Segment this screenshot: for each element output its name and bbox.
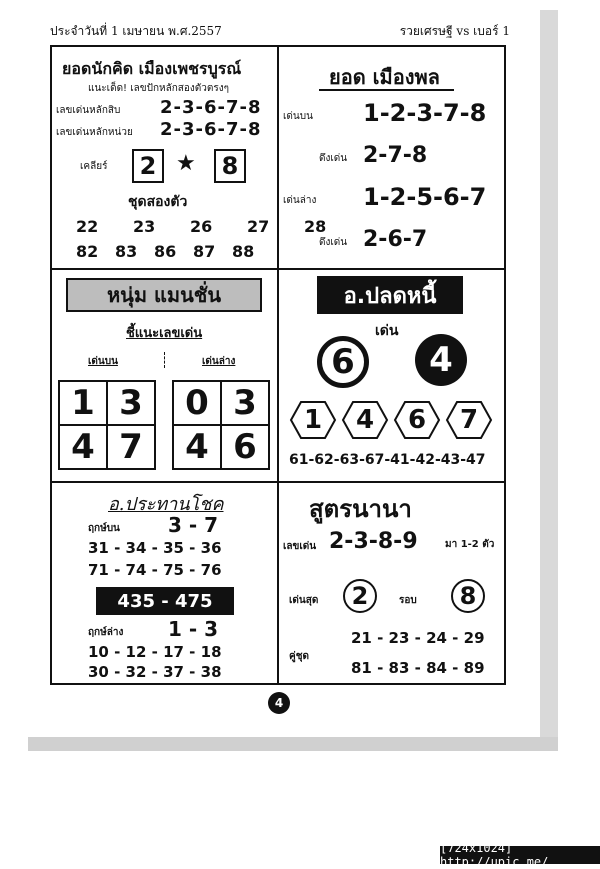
row-suffix: มา 1-2 ตัว — [445, 539, 495, 550]
set-number: 27 — [246, 217, 270, 236]
number-row: 30 - 32 - 37 - 38 — [88, 663, 222, 681]
row-label: คู่ชุด — [289, 651, 309, 662]
row-label: เด่นบน — [283, 111, 313, 122]
row-label: เด่นล่าง — [283, 195, 317, 206]
row-value: 2-3-6-7-8 — [160, 119, 262, 140]
digit-cell: 6 — [220, 424, 270, 470]
panel-sootnana — [279, 483, 504, 683]
hex-number — [289, 400, 337, 440]
row-label: เลขเด่นหลักสิบ — [56, 105, 121, 116]
panel-title: ยอด เมืองพล — [329, 65, 440, 89]
circle-number: 2 — [343, 579, 377, 613]
range-banner — [96, 587, 234, 615]
round-label: รอบ — [399, 595, 417, 606]
hex-value: 1 — [303, 405, 323, 435]
number-row: 71 - 74 - 75 - 76 — [88, 561, 222, 579]
row-value: 2-3-6-7-8 — [160, 97, 262, 118]
set-number: 87 — [192, 242, 216, 261]
image-watermark: [724x1024] http://upic.me/ — [440, 846, 600, 864]
star-icon: ★ — [176, 151, 196, 176]
panel-plodnee — [279, 270, 504, 481]
hex-number — [393, 400, 441, 440]
header-date: ประจำวันที่ 1 เมษายน พ.ศ.2557 — [50, 24, 222, 38]
panel-muangphon — [279, 47, 504, 268]
clear-label: เคลียร์ — [80, 161, 108, 172]
row-value: 1 - 3 — [168, 617, 219, 641]
row-value: 2-7-8 — [363, 143, 428, 168]
number-series: 61-62-63-67-41-42-43-47 — [289, 452, 486, 468]
panel-title: สูตรนานา — [309, 495, 412, 523]
set-number: 83 — [114, 242, 138, 261]
row-value: 3 - 7 — [168, 513, 219, 537]
panel-subtitle: เด่น — [375, 323, 399, 339]
digit-cell: 4 — [58, 424, 108, 470]
panel-num-mansion — [52, 270, 277, 481]
set-label: ชุดสองตัว — [128, 194, 188, 210]
row-value: 1-2-5-6-7 — [363, 183, 487, 211]
row-label: ดึงเด่น — [319, 153, 348, 164]
digit-cell: 0 — [172, 380, 222, 426]
big-number: 4 — [415, 334, 467, 386]
number-row: 81 - 83 - 84 - 89 — [351, 659, 485, 677]
digit-cell: 3 — [106, 380, 156, 426]
panel-title: อ.ปลดหนี้ — [343, 283, 437, 309]
row-label: เด่นสุด — [289, 595, 319, 606]
lottery-grid — [50, 45, 506, 685]
range-value: 435 - 475 — [117, 590, 213, 612]
title-banner — [317, 276, 463, 314]
clear-box: 8 — [214, 149, 246, 183]
row-value: 2-3-8-9 — [329, 529, 418, 554]
hex-number — [341, 400, 389, 440]
panel-subtitle: ชี้แนะเลขเด่น — [126, 326, 203, 341]
page-number: 4 — [268, 692, 290, 714]
hex-value: 6 — [407, 405, 427, 435]
number-row: 31 - 34 - 35 - 36 — [88, 539, 222, 557]
hex-number — [445, 400, 493, 440]
big-number: 6 — [317, 336, 369, 388]
hex-value: 7 — [459, 405, 479, 435]
page-header — [50, 22, 510, 40]
digit-cell: 3 — [220, 380, 270, 426]
set-number: 82 — [76, 242, 99, 261]
page-shadow — [540, 10, 558, 750]
panel-title: หนุ่ม แมนชั่น — [107, 283, 221, 307]
row-label: ดึงเด่น — [319, 237, 348, 248]
set-number: 26 — [189, 217, 213, 236]
hex-value: 4 — [355, 405, 375, 435]
bottom-shadow — [28, 737, 558, 751]
number-row: 21 - 23 - 24 - 29 — [351, 629, 485, 647]
set-number: 22 — [76, 217, 99, 236]
divider — [164, 352, 165, 368]
row-label: ฤกษ์ล่าง — [88, 627, 124, 638]
clear-box: 2 — [132, 149, 164, 183]
row-value: 2-6-7 — [363, 227, 428, 252]
set-number: 23 — [132, 217, 156, 236]
number-row: 10 - 12 - 17 - 18 — [88, 643, 222, 661]
column-label: เด่นบน — [88, 356, 118, 367]
row-label: ฤกษ์บน — [88, 523, 120, 534]
title-underline — [319, 89, 454, 91]
row-value: 1-2-3-7-8 — [363, 99, 487, 127]
digit-cell: 7 — [106, 424, 156, 470]
panel-title: อ.ประทานโชค — [108, 494, 224, 515]
panel-prathanchok — [52, 483, 277, 683]
row-label: เลขเด่นหลักหน่วย — [56, 127, 133, 138]
header-publication: รวยเศรษฐี vs เบอร์ 1 — [399, 24, 510, 38]
circle-number: 8 — [451, 579, 485, 613]
digit-cell: 4 — [172, 424, 222, 470]
set-number: 28 — [303, 217, 327, 236]
set-number: 88 — [231, 242, 255, 261]
panel-title: ยอดนักคิด เมืองเพชรบูรณ์ — [62, 59, 242, 78]
set-number: 86 — [153, 242, 177, 261]
title-banner — [66, 278, 262, 312]
column-label: เด่นล่าง — [202, 356, 236, 367]
digit-cell: 1 — [58, 380, 108, 426]
panel-subtitle: แนะเด็ด! เลขปักหลักสองตัวตรงๆ — [88, 83, 230, 94]
row-label: เลขเด่น — [283, 541, 317, 552]
